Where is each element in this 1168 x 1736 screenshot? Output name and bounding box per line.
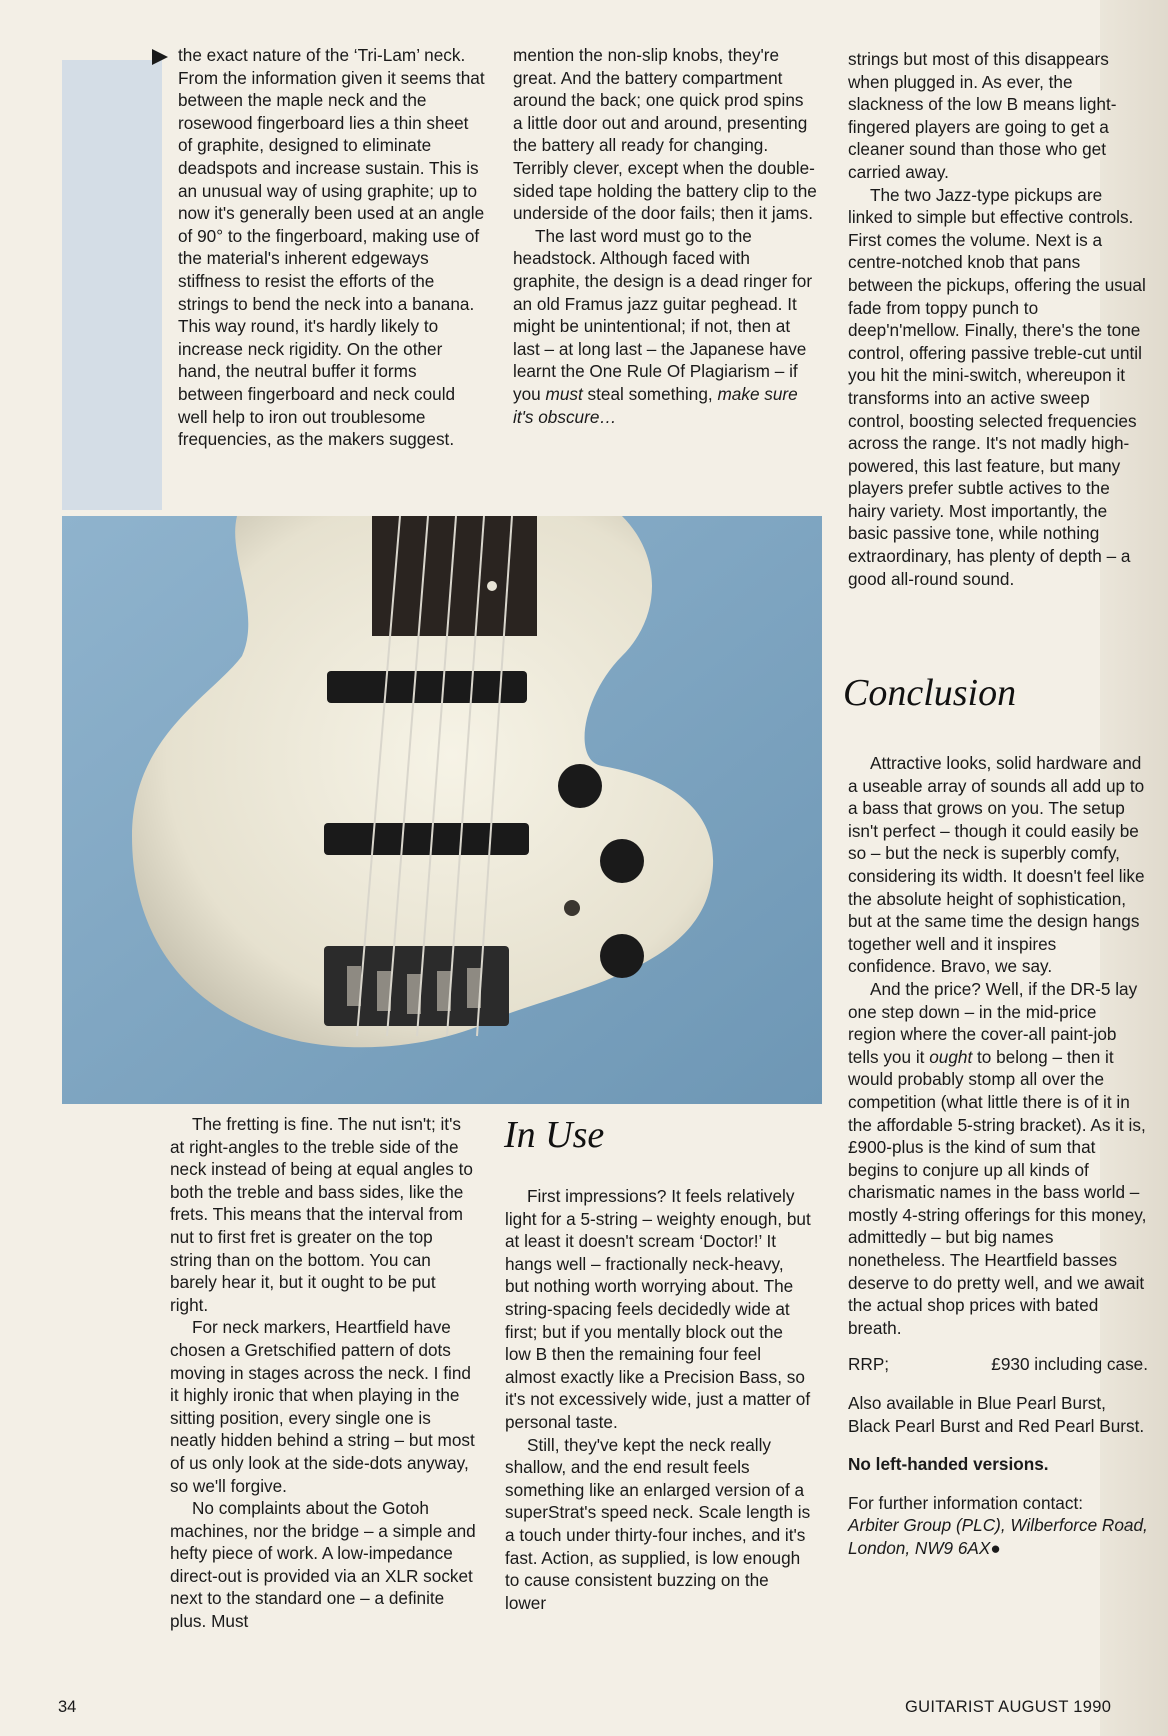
column-b — [513, 44, 817, 428]
paragraph: The two Jazz-type pickups are linked to simple but effective controls. First comes the volume. Next is a centre-notched knob that pans between the pickups, offering the usual fade from toppy punch to deep'n'mellow. Finally, there's the tone control, offering passive treble-cut until you hit the mini-switch, whereupon it transforms into an active sweep control, boosting selected frequencies across the range. It's not madly high-powered, this last feature, but many players prefer subtle actives to the hairy variety. Most importantly, the basic passive tone, while nothing extraordinary, has plenty of depth – a good all-round sound. — [848, 184, 1146, 589]
paragraph: No complaints about the Gotoh machines, nor the bridge – a simple and hefty piece of work. A low-impedance direct-out is provided via an XLR socket next to the standard one – a definite plus. Must — [170, 1498, 476, 1632]
contact-label: For further information contact: — [848, 1492, 1083, 1513]
paragraph: First impressions? It feels relatively light for a 5-string – weighty enough, but at least it doesn't scream ‘Doctor!’ It hangs well – fractionally neck-heavy, but nothing worth worrying about. The string-spacing feels decidedly wide at first; but if you mentally block out the low B then the remaining four feel almost exactly like a Precision Bass, so it's not excessively wide, just a matter of personal taste. — [505, 1186, 811, 1432]
neck-pickup — [327, 671, 527, 703]
end-mark-icon: ● — [990, 1538, 1001, 1558]
bass-guitar-photo — [62, 516, 822, 1104]
mini-switch — [564, 900, 580, 916]
tone-knob — [600, 934, 644, 978]
contact-address: Arbiter Group (PLC), Wilberforce Road, London, NW9 6AX● — [848, 1515, 1148, 1558]
section-heading-in-use: In Use — [504, 1114, 605, 1156]
continuation-arrow-icon — [152, 49, 168, 65]
paragraph: The fretting is fine. The nut isn't; it's at right-angles to the treble side of the neck instead of being at equal angles to both the treble and bass sides, like the frets. This means that the interval from nut to first fret is greater on the top string than on the bottom. You can barely hear it, but it ought to be put right. — [170, 1114, 473, 1315]
column-d — [170, 1113, 478, 1633]
column-a — [178, 44, 486, 451]
bridge-pickup — [324, 823, 529, 855]
paragraph: The last word must go to the headstock. Although faced with graphite, the design is a dead ringer for an old Framus jazz guitar peghead. It might be unintentional; if not, then at last – at long last – the Japanese have learnt the One Rule Of Plagiarism – if you must steal something, make sure it's obscure… — [513, 225, 813, 427]
paragraph: And the price? Well, if the DR-5 lay one step down – in the mid-price region where the cover-all paint-job tells you it ought to belong – then it would probably stomp all over the competition (what little there is of it in the affordable 5-string bracket). As it is, £900-plus is the kind of sum that begins to conjure up all kinds of charismatic names in the bass world – mostly 4-string offerings for this money, admittedly – but big names nonetheless. The Heartfield basses deserve to do pretty well, and we await the actual shop prices with bated breath. — [848, 978, 1147, 1338]
paragraph: strings but most of this disappears when plugged in. As ever, the slackness of the low B means light-fingered players are going to get a cleaner sound than those who get carried away. — [848, 49, 1117, 182]
column-e — [505, 1185, 811, 1614]
price-row — [848, 1353, 1148, 1376]
rrp-value: £930 including case. — [991, 1354, 1148, 1375]
paragraph: For neck markers, Heartfield have chosen a Gretschified pattern of dots moving in stages across the neck. I find it highly ironic that when playing in the sitting position, every single one is neatly hidden behind a string – but most of us only look at the side-dots anyway, so we'll forgive. — [170, 1317, 475, 1496]
column-c — [848, 48, 1148, 590]
section-heading-conclusion: Conclusion — [843, 672, 1017, 714]
pan-knob — [600, 839, 644, 883]
paragraph: mention the non-slip knobs, they're great. And the battery compartment around the back; one quick prod spins a little door out and around, presenting the battery all ready for changing. Terribly clever, except when the double-sided tape holding the battery clip to the underside of the door fails; then it jams. — [513, 45, 817, 224]
left-handed-note: No left-handed versions. — [848, 1454, 1049, 1475]
running-footer: GUITARIST AUGUST 1990 — [905, 1698, 1112, 1716]
background-tint-panel — [62, 60, 162, 510]
paragraph: Attractive looks, solid hardware and a useable array of sounds all add up to a bass that grows on you. The setup isn't perfect – though it could easily be so – but the neck is superbly comfy, considering its width. It doesn't feel like the absolute height of sophistication, but at the same time the design hangs together well and it inspires confidence. Bravo, we say. — [848, 753, 1145, 977]
rrp-label: RRP; — [848, 1354, 890, 1375]
paragraph: Still, they've kept the neck really shallow, and the end result feels something like an enlarged version of a superStrat's speed neck. Scale length is a touch under thirty-four inches, and it's fast. Action, as supplied, is low enough to cause consistent buzzing on the lower — [505, 1434, 811, 1613]
volume-knob — [558, 764, 602, 808]
paragraph: the exact nature of the ‘Tri-Lam’ neck. From the information given it seems that between the maple neck and the rosewood fingerboard lies a thin sheet of graphite, designed to eliminate deadspots and increase sustain. This is an unusual way of using graphite; up to now it's generally been used at an angle of 90° to the fingerboard, making use of the material's inherent edgeways stiffness to resist the efforts of the strings to bend the neck into a banana. This way round, it's hardly likely to increase neck rigidity. On the other hand, the neutral buffer it forms between fingerboard and neck could well help to iron out troublesome frequencies, as the makers suggest. — [178, 45, 485, 450]
availability-note: Also available in Blue Pearl Burst, Black Pearl Burst and Red Pearl Burst. — [848, 1393, 1145, 1436]
column-c-conclusion — [848, 752, 1148, 1560]
page-number: 34 — [58, 1698, 77, 1716]
